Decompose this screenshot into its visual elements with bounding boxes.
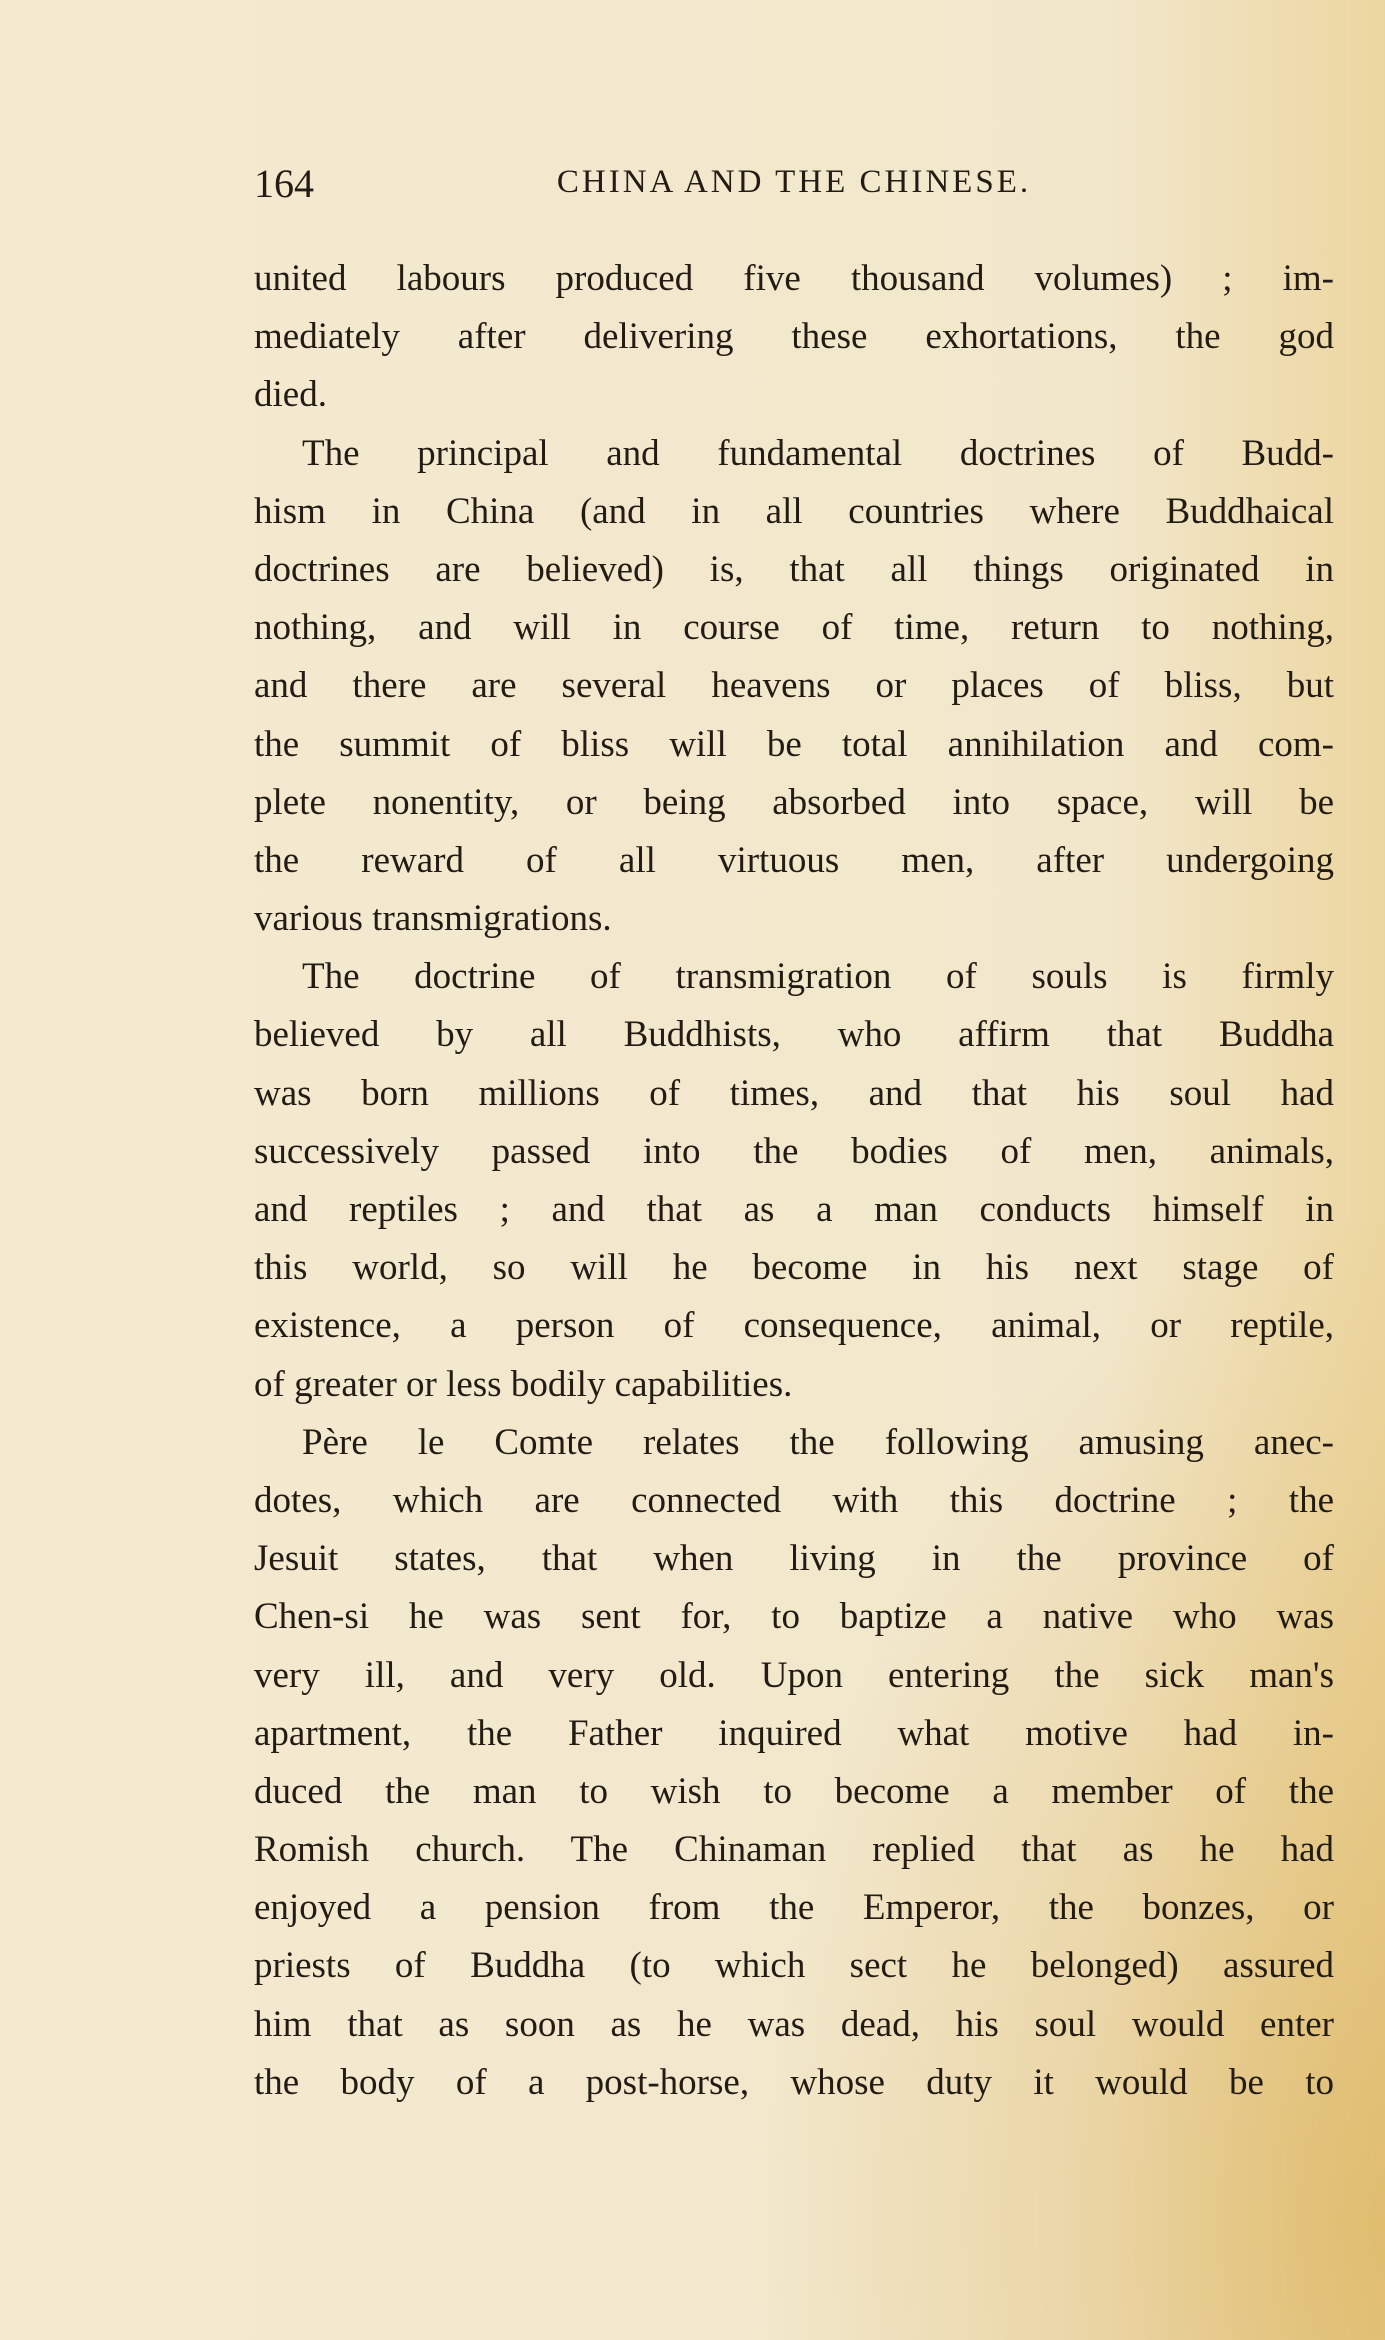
text-line: believed by all Buddhists, who affirm that Buddha	[254, 1014, 1334, 1056]
text-line: enjoyed a pension from the Emperor, the bonzes, or	[254, 1887, 1334, 1929]
text-line: the summit of bliss will be total annihilation and com-	[254, 723, 1334, 765]
body-text	[254, 250, 1334, 2112]
running-head: CHINA AND THE CHINESE.	[556, 164, 1032, 200]
text-line: priests of Buddha (to which sect he belonged) assured	[254, 1945, 1334, 1987]
text-line: The doctrine of transmigration of souls is firmly	[302, 956, 1334, 998]
text-line: this world, so will he become in his next stage of	[254, 1247, 1334, 1289]
text-line: The principal and fundamental doctrines of Budd-	[302, 432, 1334, 474]
text-line: doctrines are believed) is, that all things originated in	[254, 548, 1334, 590]
text-line: Romish church. The Chinaman replied that as he had	[254, 1829, 1334, 1871]
text-line: existence, a person of consequence, animal, or reptile,	[254, 1305, 1334, 1347]
text-line: of greater or less bodily capabilities.	[254, 1363, 793, 1405]
text-line: apartment, the Father inquired what motive had in-	[254, 1712, 1334, 1754]
text-line: hism in China (and in all countries where Buddhaical	[254, 490, 1334, 532]
text-line: the reward of all virtuous men, after undergoing	[254, 839, 1334, 881]
text-line: successively passed into the bodies of men, animals,	[254, 1130, 1334, 1172]
text-line: and reptiles ; and that as a man conducts himself in	[254, 1189, 1334, 1230]
text-line: and there are several heavens or places of bliss, but	[254, 665, 1334, 707]
text-line: various transmigrations.	[254, 898, 612, 940]
text-line: mediately after delivering these exhortations, the god	[254, 316, 1334, 358]
page-header	[254, 160, 1334, 214]
text-line: died.	[254, 374, 327, 416]
text-line: him that as soon as he was dead, his soul would enter	[254, 2003, 1334, 2045]
text-line: nothing, and will in course of time, return to nothing,	[254, 607, 1334, 649]
text-line: Père le Comte relates the following amusing anec-	[302, 1421, 1334, 1463]
text-line: Jesuit states, that when living in the province of	[254, 1538, 1334, 1580]
text-line: duced the man to wish to become a member of the	[254, 1770, 1334, 1812]
text-line: very ill, and very old. Upon entering the sick man's	[254, 1654, 1334, 1696]
text-line: Chen-si he was sent for, to baptize a native who was	[254, 1596, 1334, 1638]
text-line: dotes, which are connected with this doctrine ; the	[254, 1479, 1334, 1521]
text-line: the body of a post-horse, whose duty it would be to	[254, 2061, 1334, 2103]
text-line: plete nonentity, or being absorbed into space, will be	[254, 781, 1334, 823]
text-line: was born millions of times, and that his soul had	[254, 1072, 1334, 1114]
page-number: 164	[254, 161, 314, 206]
text-line: united labours produced five thousand volumes) ; im-	[254, 258, 1334, 299]
